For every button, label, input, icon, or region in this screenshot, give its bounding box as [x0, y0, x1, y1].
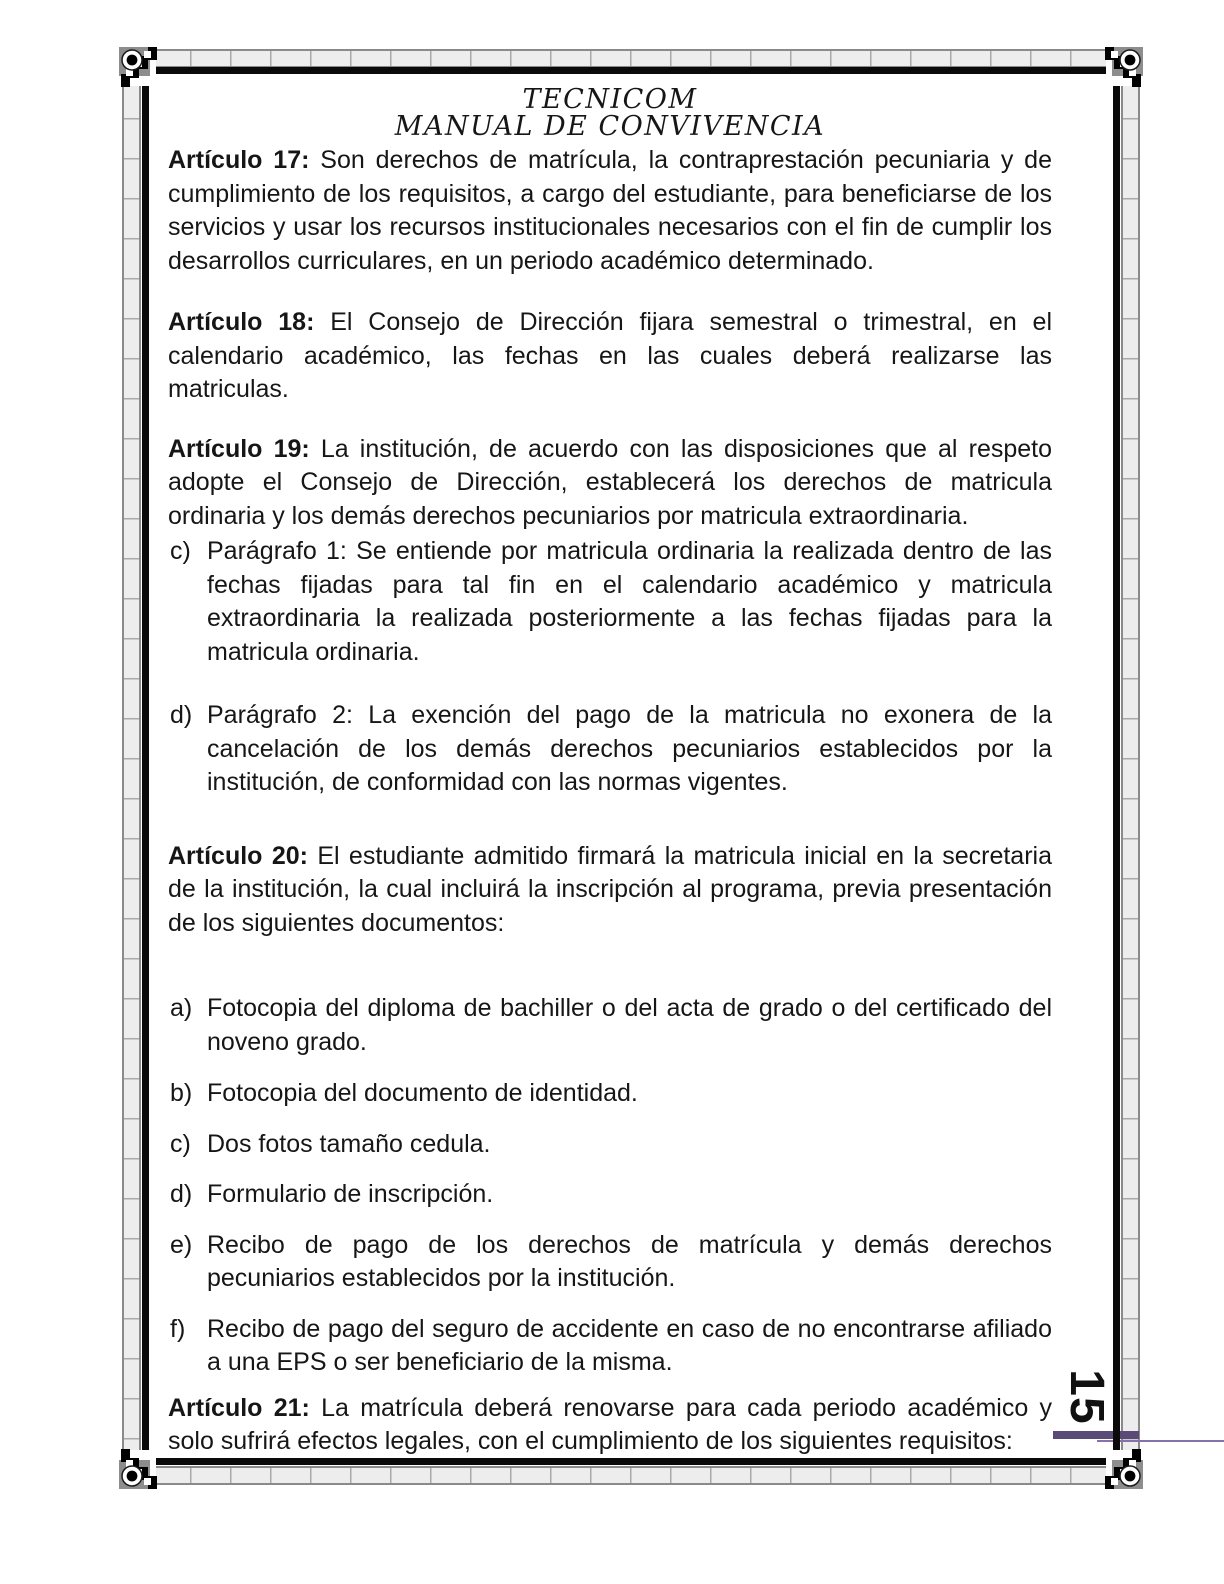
- corner-ornament-top-left-icon: [108, 38, 168, 98]
- list-item-letter: c): [170, 1129, 191, 1158]
- article-17-label: Artículo 17:: [168, 146, 310, 174]
- corner-ornament-top-right-icon: [1094, 38, 1154, 98]
- article-19-text: La institución, de acuerdo con las disposiciones que al respeto adopte el Consejo de Dirección, establecerá los derechos de matricula ordinaria y los demás derechos pecuniarios por matricula extraordinaria.: [168, 434, 1053, 530]
- article-18-text: El Consejo de Dirección fijara semestral o trimestral, en el calendario académico, las fechas en las cuales deberá realizarse las matriculas.: [168, 308, 1053, 403]
- header-title: TECNICOM: [522, 84, 698, 115]
- list-item-text: Parágrafo 2: La exención del pago de la matricula no exonera de la cancelación de los demás derechos pecuniarios establecidos por la institución, de conformidad con las normas vigentes.: [207, 701, 1052, 796]
- list-item-letter: e): [170, 1230, 193, 1259]
- list-item-text: Dos fotos tamaño cedula.: [207, 1129, 491, 1158]
- article-21-label: Artículo 21:: [168, 1393, 310, 1422]
- article-21-text: La matrícula deberá renovarse para cada periodo académico y solo sufrirá efectos legales, con el cumplimiento de los siguientes requisitos:: [168, 1393, 1052, 1455]
- list-item-text: Fotocopia del diploma de bachiller o del acta de grado o del certificado del noveno grado.: [207, 994, 1052, 1056]
- list-item-letter: d): [170, 1180, 193, 1208]
- border-ladder-left: [122, 78, 141, 1452]
- page-border-frame: [142, 67, 1120, 1465]
- page-number: 15: [1060, 1369, 1114, 1425]
- list-item-letter: c): [170, 537, 191, 565]
- list-item-text: Fotocopia del documento de identidad.: [207, 1079, 638, 1107]
- article-20-label: Artículo 20:: [168, 841, 308, 870]
- list-item-letter: a): [170, 994, 193, 1022]
- border-ladder-right: [1121, 78, 1140, 1452]
- border-ladder-top: [150, 49, 1108, 68]
- list-item-letter: d): [170, 701, 193, 729]
- list-item-text: Formulario de inscripción.: [207, 1180, 494, 1208]
- corner-ornament-bottom-left-icon: [108, 1438, 168, 1498]
- border-ladder-bottom: [150, 1466, 1108, 1485]
- article-20-text: El estudiante admitido firmará la matricula inicial en la secretaria de la institución, la cual incluirá la inscripción al programa, previa presentación de los siguientes documentos:: [168, 841, 1052, 937]
- list-item-letter: f): [170, 1314, 186, 1343]
- article-19-label: Artículo 19:: [168, 434, 310, 463]
- article-18-label: Artículo 18:: [168, 308, 315, 336]
- article-17-text: Son derechos de matrícula, la contraprestación pecuniaria y de cumplimiento de los requisitos, a cargo del estudiante, para beneficiarse de los servicios y usar los recursos institucionales necesarios con el fin de cumplir los desarrollos curriculares, en un periodo académico determinado.: [168, 146, 1052, 275]
- list-item-text: Parágrafo 1: Se entiende por matricula ordinaria la realizada dentro de las fechas fijadas para tal fin en el calendario académico y matricula extraordinaria la realizada posteriormente a las fechas fijadas para la matricula ordinaria.: [207, 537, 1052, 666]
- corner-ornament-bottom-right-icon: [1094, 1438, 1154, 1498]
- list-item-text: Recibo de pago de los derechos de matrícula y demás derechos pecuniarios establecidos por la institución.: [207, 1230, 1052, 1292]
- header-subtitle: MANUAL DE CONVIVENCIA: [394, 111, 826, 142]
- list-item-letter: b): [170, 1079, 193, 1107]
- list-item-text: Recibo de pago del seguro de accidente en caso de no encontrarse afiliado a una EPS o ser beneficiario de la misma.: [207, 1314, 1052, 1376]
